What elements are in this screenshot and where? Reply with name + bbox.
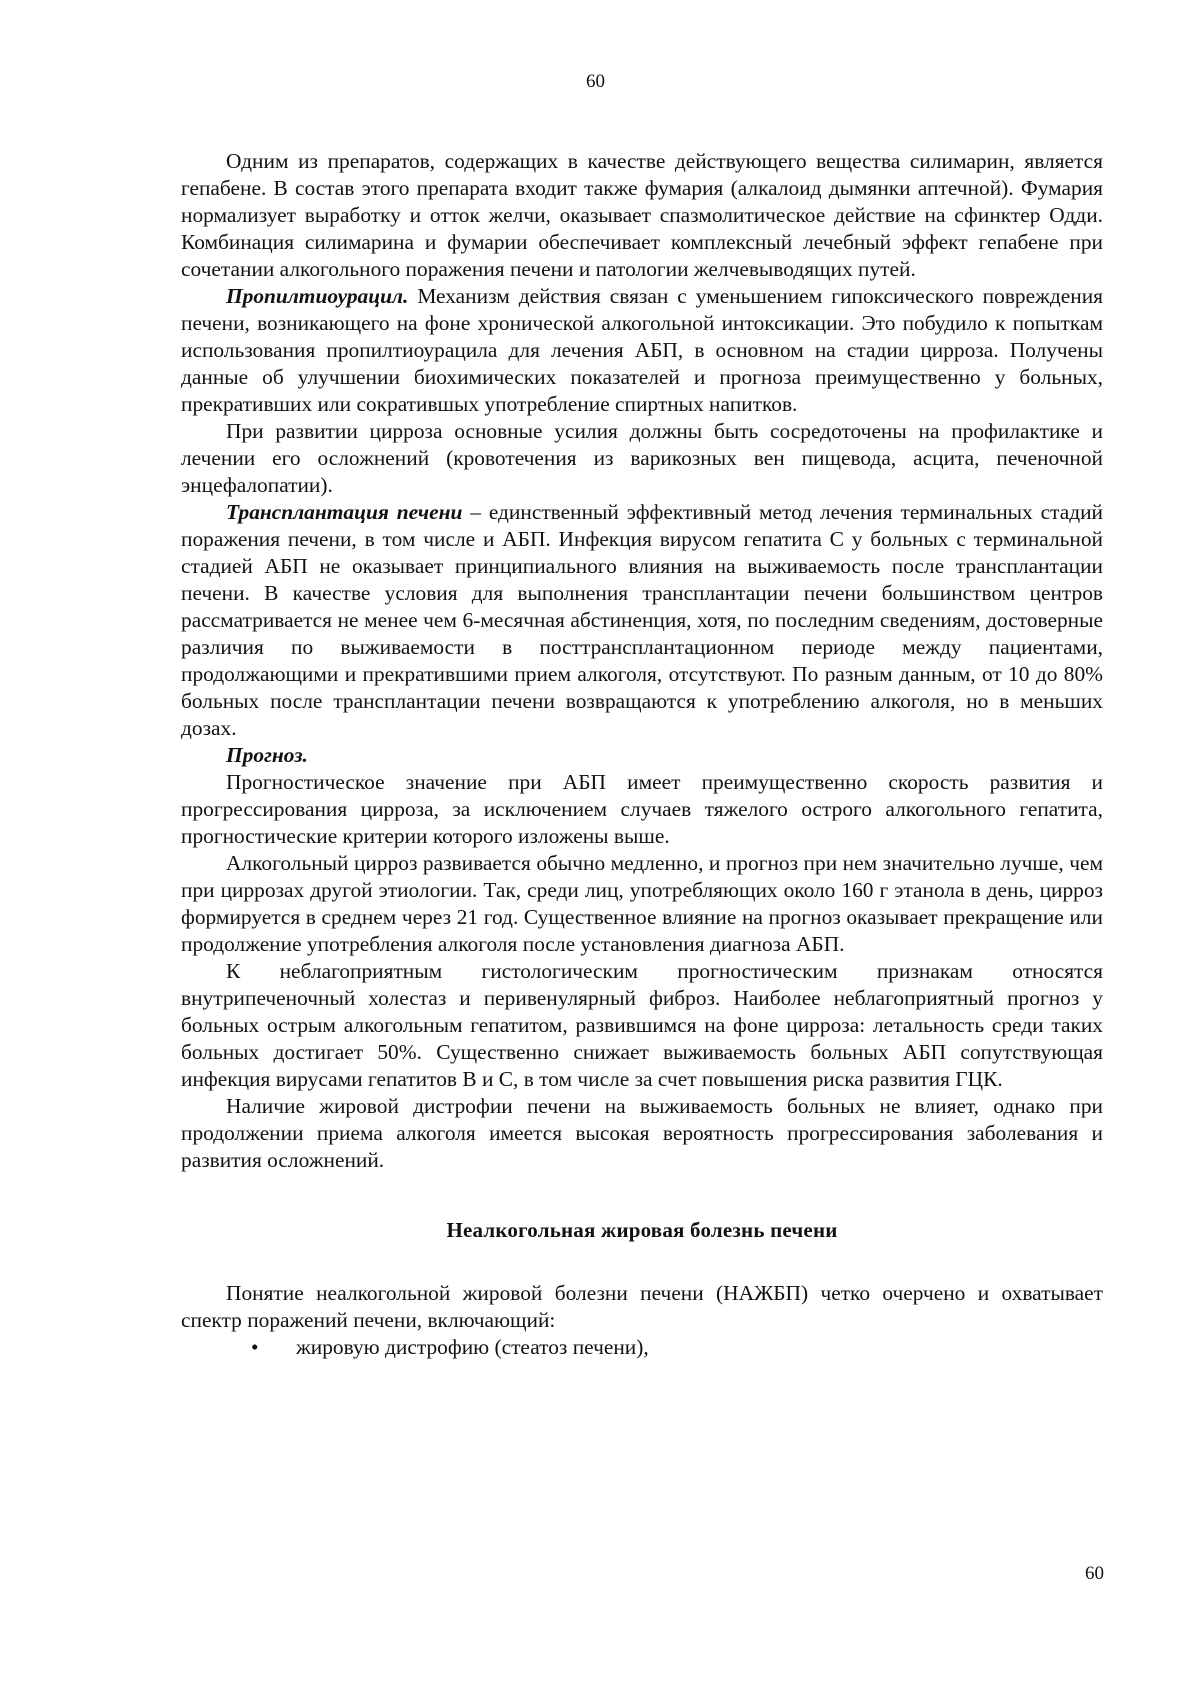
paragraph-transplantation: [181, 499, 1103, 742]
paragraph-alcoholic-cirrhosis: Алкогольный цирроз развивается обычно медленно, и прогноз при нем значительно лучше, чем при циррозах другой этиологии. Так, среди лиц, употребляющих около 160 г этанола в день, цирроз формируется в среднем через 21 год. Существенное влияние на прогноз оказывает прекращение или продолжение употребления алкоголя после установления диагноза АБП.: [181, 851, 1103, 956]
paragraph-transplantation-text: – единственный эффективный метод лечения терминальных стадий поражения печени, в том числе и АБП. Инфекция вирусом гепатита С у больных с терминальной стадией АБП не оказывает принципиального влияния на выживаемость после трансплантации печени. В качестве условия для выполнения трансплантации печени большинством центров рассматривается не менее чем 6-месячная абстиненция, хотя, по последним сведениям, достоверные различия по выживаемости в посттрансплантационном периоде между пациентами, продолжающими и прекратившими прием алкоголя, отсутствуют. По разным данным, от 10 до 80% больных после трансплантации печени возвращаются к употреблению алкоголя, но в меньших дозах.: [181, 500, 1103, 740]
list-item: [251, 1334, 1103, 1361]
term-propylthiouracil: Пропилтиоурацил.: [226, 284, 409, 308]
bullet-icon: •: [251, 1335, 259, 1359]
paragraph-prognostic-value: Прогностическое значение при АБП имеет преимущественно скорость развития и прогрессирования цирроза, за исключением случаев тяжелого острого алкогольного гепатита, прогностические критерии которого изложены выше.: [181, 770, 1103, 848]
paragraph-nafld-intro: Понятие неалкогольной жировой болезни печени (НАЖБП) четко очерчено и охватывает спектр поражений печени, включающий:: [181, 1281, 1103, 1332]
page-number-bottom: 60: [1085, 1563, 1104, 1584]
nafld-spectrum-list: [181, 1334, 1103, 1361]
heading-prognosis: Прогноз.: [226, 743, 308, 767]
paragraph-propylthiouracil: [181, 283, 1103, 418]
paragraph-gepabene: Одним из препаратов, содержащих в качестве действующего вещества силимарин, является гепабене. В состав этого препарата входит также фумария (алкалоид дымянки аптечной). Фумария нормализует выработку и отток желчи, оказывает спазмолитическое действие на сфинктер Одди. Комбинация силимарина и фумарии обеспечивает комплексный лечебный эффект гепабене при сочетании алкогольного поражения печени и патологии желчевыводящих путей.: [181, 149, 1103, 281]
paragraph-propylthiouracil-text: Механизм действия связан с уменьшением гипоксического повреждения печени, возникающего на фоне хронической алкогольной интоксикации. Это побудило к попыткам использования пропилтиоурацила для лечения АБП, в основном на стадии цирроза. Получены данные об улучшении биохимических показателей и прогноза преимущественно у больных, прекративших или сократившых употребление спиртных напитков.: [181, 284, 1103, 416]
page-number-top: 60: [586, 71, 605, 92]
list-item-text: жировую дистрофию (стеатоз печени),: [296, 1335, 649, 1359]
section-title-nafld: Неалкогольная жировая болезнь печени: [446, 1218, 838, 1242]
paragraph-unfavorable-signs: К неблагоприятным гистологическим прогностическим признакам относятся внутрипеченочный холестаз и перивенулярный фиброз. Наиболее неблагоприятный прогноз у больных острым алкогольным гепатитом, развившимся на фоне цирроза: летальность среди таких больных достигает 50%. Существенно снижает выживаемость больных АБП сопутствующая инфекция вирусами гепатитов В и С, в том числе за счет повышения риска развития ГЦК.: [181, 959, 1103, 1091]
paragraph-cirrhosis-complications: При развитии цирроза основные усилия должны быть сосредоточены на профилактике и лечении его осложнений (кровотечения из варикозных вен пищевода, асцита, печеночной энцефалопатии).: [181, 419, 1103, 497]
page-body: [181, 148, 1103, 1361]
paragraph-fatty-dystrophy: Наличие жировой дистрофии печени на выживаемость больных не влияет, однако при продолжении приема алкоголя имеется высокая вероятность прогрессирования заболевания и развития осложнений.: [181, 1094, 1103, 1172]
term-transplantation: Трансплантация печени: [226, 500, 463, 524]
